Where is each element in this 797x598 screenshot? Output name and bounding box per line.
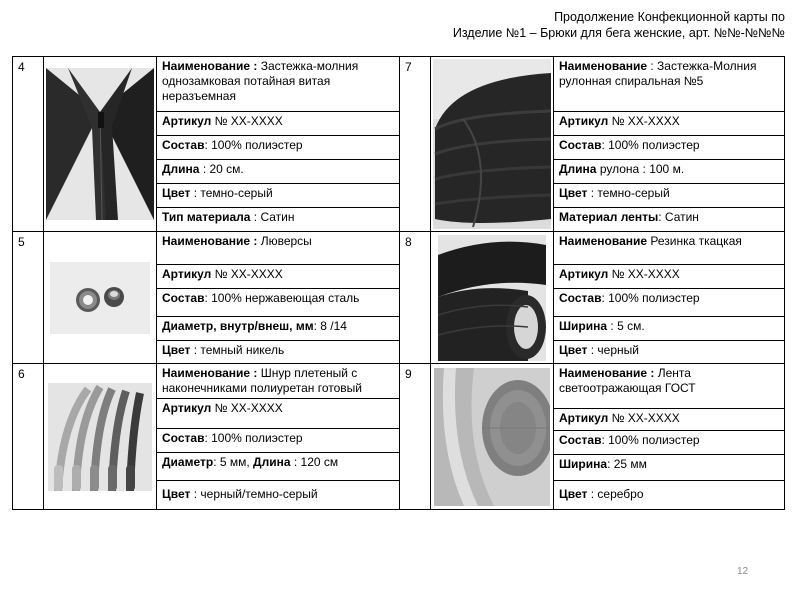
prop-color: Цвет : черный	[559, 343, 639, 357]
prop-name: Наименование : Шнур плетеный с наконечниками полиуретан готовый	[157, 364, 399, 399]
prop-diameter: Диаметр, внутр/внеш, мм: 8 /14	[157, 317, 399, 341]
prop-length: Длина рулона : 100 м.	[554, 160, 784, 184]
table-row	[13, 364, 785, 510]
prop-article: Артикул № ХХ-ХХХХ	[157, 399, 399, 429]
item-properties	[157, 232, 400, 364]
prop-name: Наименование : Застежка-Молния рулонная спиральная №5	[554, 57, 784, 112]
item-number: 4	[13, 57, 44, 232]
prop-diameter-length: Диаметр: 5 мм, Длина : 120 см	[157, 453, 399, 481]
prop-article: Артикул № ХХ-ХХХХ	[554, 409, 784, 431]
prop-composition: Состав: 100% полиэстер	[554, 431, 784, 455]
header-line-2: Изделие №1 – Брюки для бега женские, арт. №№-№№№	[452, 26, 785, 40]
prop-article: Артикул № ХХ-ХХХХ	[157, 265, 399, 289]
prop-composition: Состав: 100% полиэстер	[554, 289, 784, 317]
header-line-1: Продолжение Конфекционной карты по	[554, 10, 785, 24]
item-image-cell	[431, 57, 554, 232]
prop-composition: Состав: 100% нержавеющая сталь	[157, 289, 399, 317]
prop-material: Материал ленты: Сатин	[559, 210, 699, 224]
page-header	[453, 9, 785, 41]
item-properties	[554, 232, 785, 364]
prop-width: Ширина : 5 см.	[554, 317, 784, 341]
zipper-roll-image	[433, 59, 551, 229]
prop-color: Цвет : темно-серый	[554, 184, 784, 208]
prop-composition: Состав: 100% полиэстер	[157, 136, 399, 160]
items-table	[12, 56, 785, 510]
prop-color: Цвет : серебро	[559, 487, 644, 501]
item-image-cell	[431, 232, 554, 364]
zipper-image	[46, 68, 154, 220]
item-number: 8	[400, 232, 431, 364]
prop-name: Наименование : Застежка-молния однозамковая потайная витая неразъемная	[157, 57, 399, 112]
prop-width: Ширина: 25 мм	[554, 455, 784, 481]
page-number: 12	[737, 566, 749, 577]
prop-article: Артикул № ХХ-ХХХХ	[554, 112, 784, 136]
item-number: 6	[13, 364, 44, 510]
table-row	[13, 57, 785, 232]
prop-composition: Состав: 100% полиэстер	[157, 429, 399, 453]
item-properties	[157, 364, 400, 510]
prop-color: Цвет : темный никель	[162, 343, 285, 357]
table-row	[13, 232, 785, 364]
item-image-cell	[44, 232, 157, 364]
item-properties	[157, 57, 400, 232]
item-properties	[554, 57, 785, 232]
prop-article: Артикул № ХХ-ХХХХ	[554, 265, 784, 289]
prop-length: Длина : 20 см.	[157, 160, 399, 184]
prop-color: Цвет : черный/темно-серый	[162, 487, 318, 501]
prop-name: Наименование : Лента светоотражающая ГОСТ	[554, 364, 784, 409]
item-number: 5	[13, 232, 44, 364]
prop-name: Наименование Резинка ткацкая	[554, 232, 784, 265]
prop-material: Тип материала : Сатин	[162, 210, 295, 224]
item-image-cell	[44, 57, 157, 232]
cords-image	[48, 383, 152, 491]
elastic-image	[438, 235, 546, 361]
prop-name: Наименование : Люверсы	[157, 232, 399, 265]
eyelets-image	[50, 262, 150, 334]
item-image-cell	[431, 364, 554, 510]
item-number: 7	[400, 57, 431, 232]
item-number: 9	[400, 364, 431, 510]
item-image-cell	[44, 364, 157, 510]
reflective-tape-image	[434, 368, 550, 506]
item-properties	[554, 364, 785, 510]
prop-color: Цвет : темно-серый	[157, 184, 399, 208]
prop-composition: Состав: 100% полиэстер	[554, 136, 784, 160]
prop-article: Артикул № ХХ-ХХХХ	[157, 112, 399, 136]
